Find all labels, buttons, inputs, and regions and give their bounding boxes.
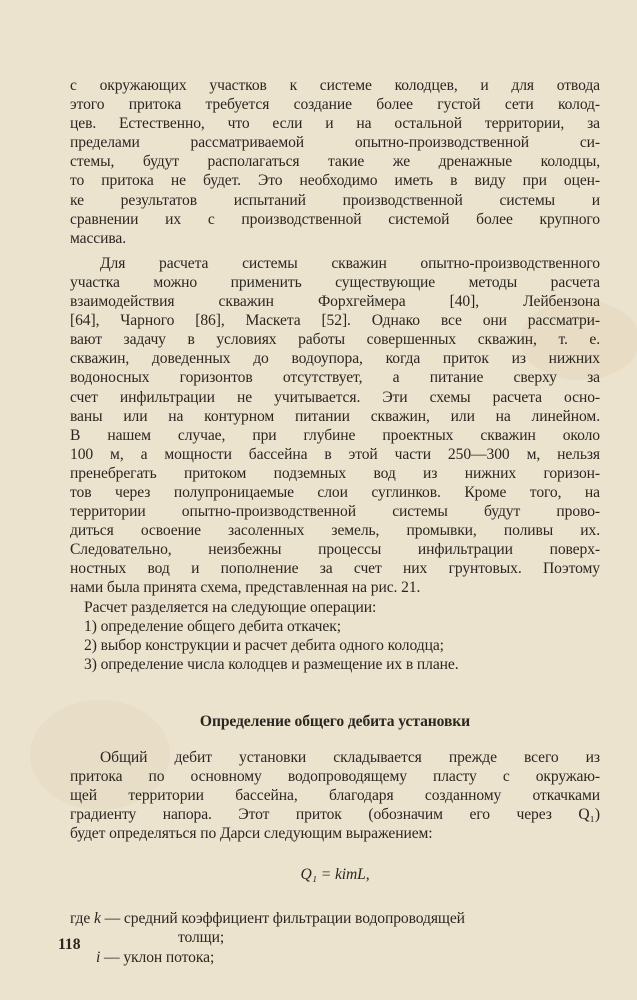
- text-line: цев. Естественно, что если и на остальной территории, за: [70, 115, 600, 133]
- text-line: скважин, доведенных до водоупора, когда приток из нижних: [70, 350, 600, 368]
- where-i-row: [70, 948, 600, 967]
- operation-3: 3) определение числа колодцев и размещение их в плане.: [84, 655, 459, 673]
- paragraph-2: [70, 254, 600, 598]
- paragraph-1: [70, 76, 600, 248]
- k-description-cont: толщи;: [178, 929, 225, 947]
- i-description: — уклон потока;: [104, 948, 215, 966]
- text-line: [64], Чарного [86], Маскета [52]. Однако все они рассматри-: [70, 312, 600, 330]
- formula: Q₁ = kimL,: [300, 866, 370, 884]
- text-line: сравнении их с производственной системой более крупного: [70, 210, 600, 228]
- text-line: Общий дебит установки складывается прежде всего из: [100, 748, 600, 766]
- text-line: взаимодействия скважин Форхгеймера [40], Лейбензона: [70, 293, 600, 311]
- text-line: этого притока требуется создание более густой сети колод-: [70, 96, 600, 114]
- where-k-row: [70, 909, 600, 928]
- where-label: где: [70, 910, 91, 928]
- text-line: водоносных горизонтов отсутствует, а питание сверху за: [70, 369, 600, 387]
- section-heading: Определение общего дебита установки: [199, 712, 471, 730]
- text-line: ваны или на контурном питании скважин, или на линейном.: [70, 407, 600, 425]
- text-line: градиенту напора. Этот приток (обозначим его через Q₁): [70, 806, 600, 824]
- page-number: 118: [58, 936, 81, 953]
- text-line: Для расчета системы скважин опытно-производственного: [100, 254, 600, 272]
- text-line: тов через полупроницаемые слои суглинков. Кроме того, на: [70, 483, 600, 501]
- text-line: счет инфильтрации не учитывается. Эти схемы расчета осно-: [70, 388, 600, 406]
- text-line: диться освоение засоленных земель, промывки, поливы их.: [70, 522, 600, 540]
- text-line: ностных вод и пополнение за счет них грунтовых. Поэтому: [70, 560, 600, 578]
- text-line: с окружающих участков к системе колодцев, и для отвода: [70, 77, 600, 94]
- page-body: [70, 76, 600, 986]
- text-line: массива.: [70, 229, 127, 247]
- operation-1: 1) определение общего дебита откачек;: [84, 617, 341, 635]
- symbol-i: i: [96, 948, 101, 966]
- text-line: ке результатов испытаний производственной системы и: [70, 191, 600, 209]
- operation-2: 2) выбор конструкции и расчет дебита одного колодца;: [84, 636, 444, 654]
- text-line: притока по основному водопроводящему пласту с окружаю-: [70, 768, 600, 785]
- text-line: территории опытно-производственной системы будут прово-: [70, 503, 600, 521]
- paragraph-3: [70, 748, 600, 843]
- where-block: [70, 909, 600, 966]
- text-line: то притока не будет. Это необходимо иметь в виду при оцен-: [70, 172, 600, 190]
- text-line: пределами рассматриваемой опытно-производственной си-: [70, 134, 600, 152]
- text-line: В нашем случае, при глубине проектных скважин около: [70, 426, 600, 444]
- text-line: нами была принята схема, представленная на рис. 21.: [70, 579, 421, 597]
- text-line: пренебрегать притоком подземных вод из нижних горизон-: [70, 464, 600, 482]
- operations-list: [70, 598, 600, 674]
- text-line: стемы, будут располагаться такие же дренажные колодцы,: [70, 153, 600, 171]
- text-line: участка можно применить существующие методы расчета: [70, 273, 600, 291]
- symbol-k: k: [94, 910, 101, 928]
- text-line: щей территории бассейна, благодаря созданному откачками: [70, 787, 600, 805]
- operations-intro: Расчет разделяется на следующие операции:: [84, 598, 377, 616]
- text-line: вают задачу в условиях работы совершенных скважин, т. е.: [70, 331, 600, 349]
- text-line: будет определяться по Дарси следующим выражением:: [70, 825, 433, 843]
- text-line: 100 м, а мощности бассейна в этой части 250—300 м, нельзя: [70, 445, 600, 463]
- k-description: — средний коэффициент фильтрации водопроводящей: [104, 910, 465, 928]
- text-line: Следовательно, неизбежны процессы инфильтрации поверх-: [70, 541, 600, 559]
